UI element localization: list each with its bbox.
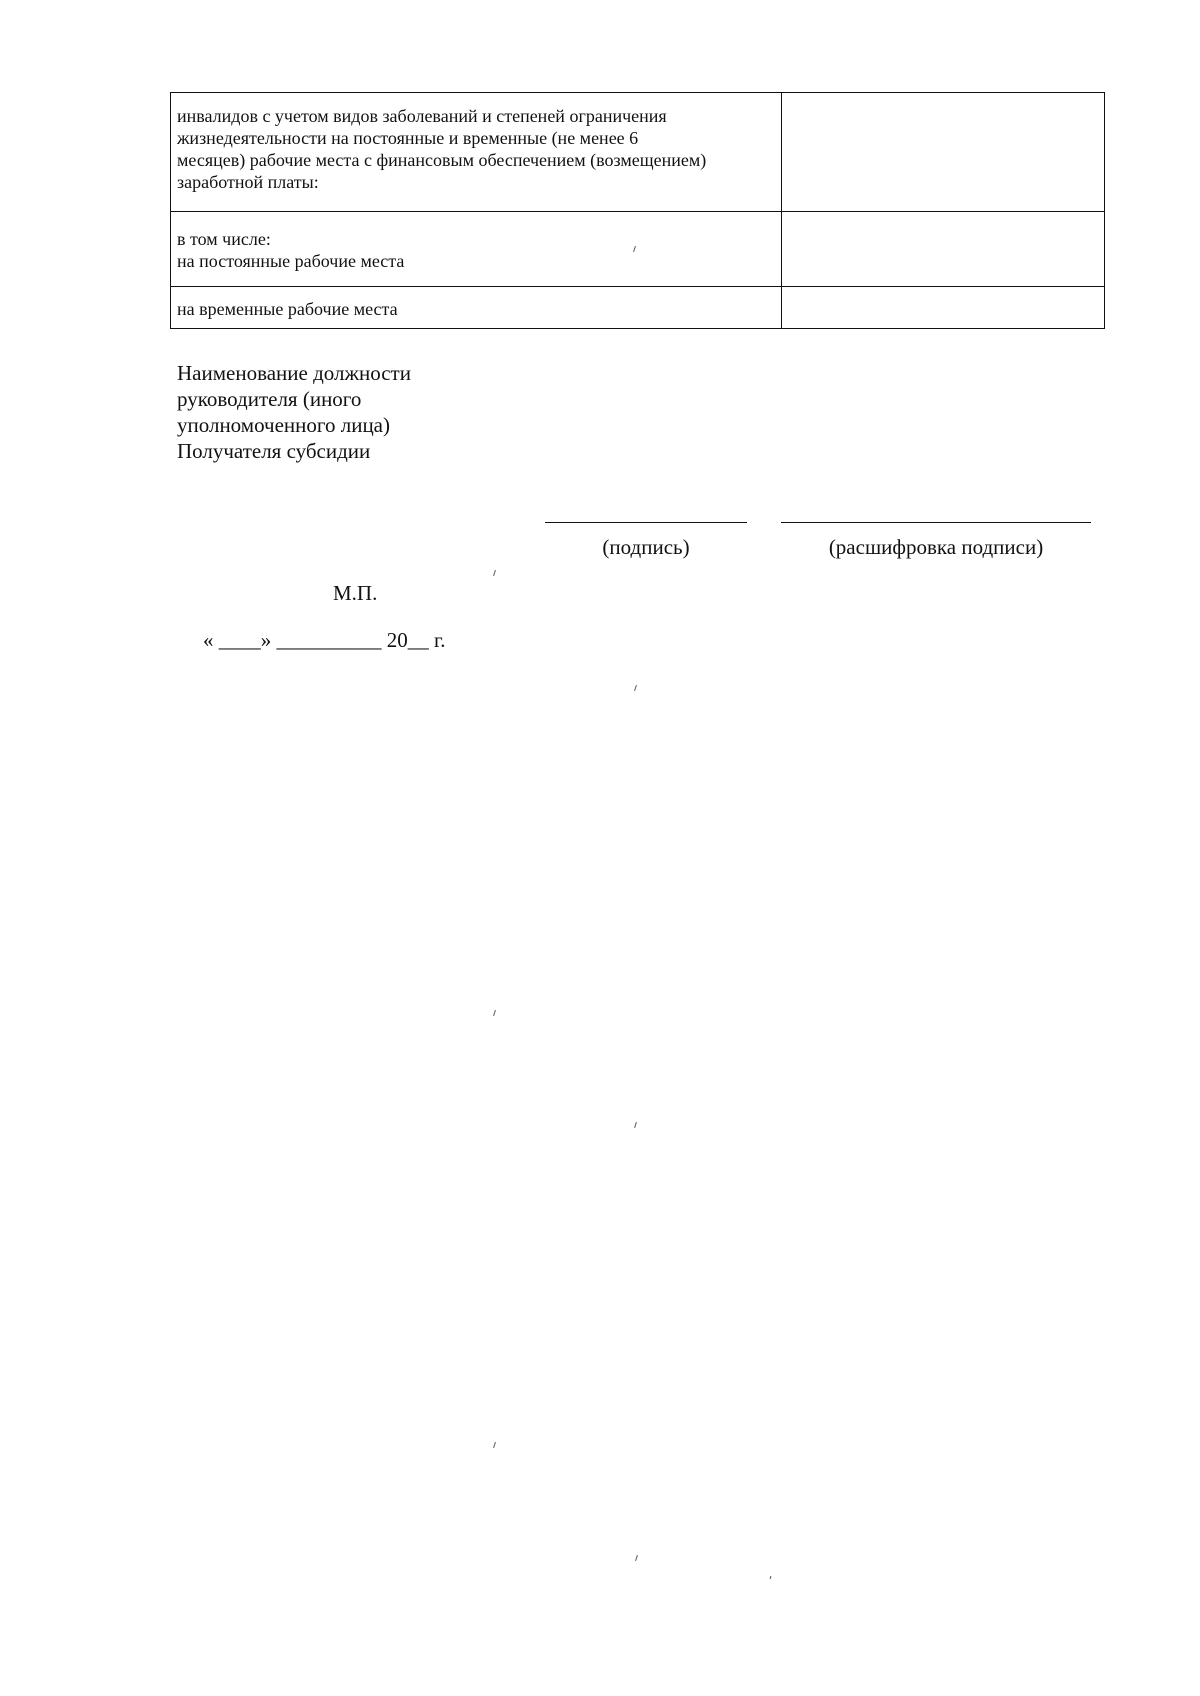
table-cell-label: в том числе: на постоянные рабочие места — [171, 212, 782, 287]
signatory-position-title: Наименование должности руководителя (иного уполномоченного лица) Получателя субсидии — [177, 361, 411, 463]
table-cell-label: на временные рабочие места — [171, 287, 782, 329]
table-cell-value — [782, 212, 1105, 287]
scan-speck — [493, 1442, 496, 1448]
table-cell-value — [782, 93, 1105, 212]
table-cell-value — [782, 287, 1105, 329]
signature-decode-line — [781, 522, 1091, 523]
indicators-table — [170, 92, 1105, 329]
signature-decode-caption: (расшифровка подписи) — [828, 535, 1044, 559]
table-row — [171, 93, 1105, 212]
table-row — [171, 287, 1105, 329]
table-cell-label: инвалидов с учетом видов заболеваний и степеней ограничения жизнедеятельности на постоянные и временные (не менее 6 месяцев) рабочие места с финансовым обеспечением (возмещением) заработной платы: — [171, 93, 782, 212]
scan-speck — [634, 1122, 637, 1128]
stamp-placeholder: М.П. — [333, 581, 378, 605]
scan-speck — [493, 570, 496, 576]
table-row — [171, 212, 1105, 287]
signature-caption: (подпись) — [602, 535, 690, 559]
signature-line — [545, 522, 747, 523]
scan-speck — [634, 685, 637, 691]
scan-speck — [770, 1576, 772, 1579]
scan-speck — [493, 1010, 496, 1016]
date-placeholder: « ____» __________ 20__ г. — [203, 628, 446, 652]
scan-speck — [635, 1555, 638, 1561]
